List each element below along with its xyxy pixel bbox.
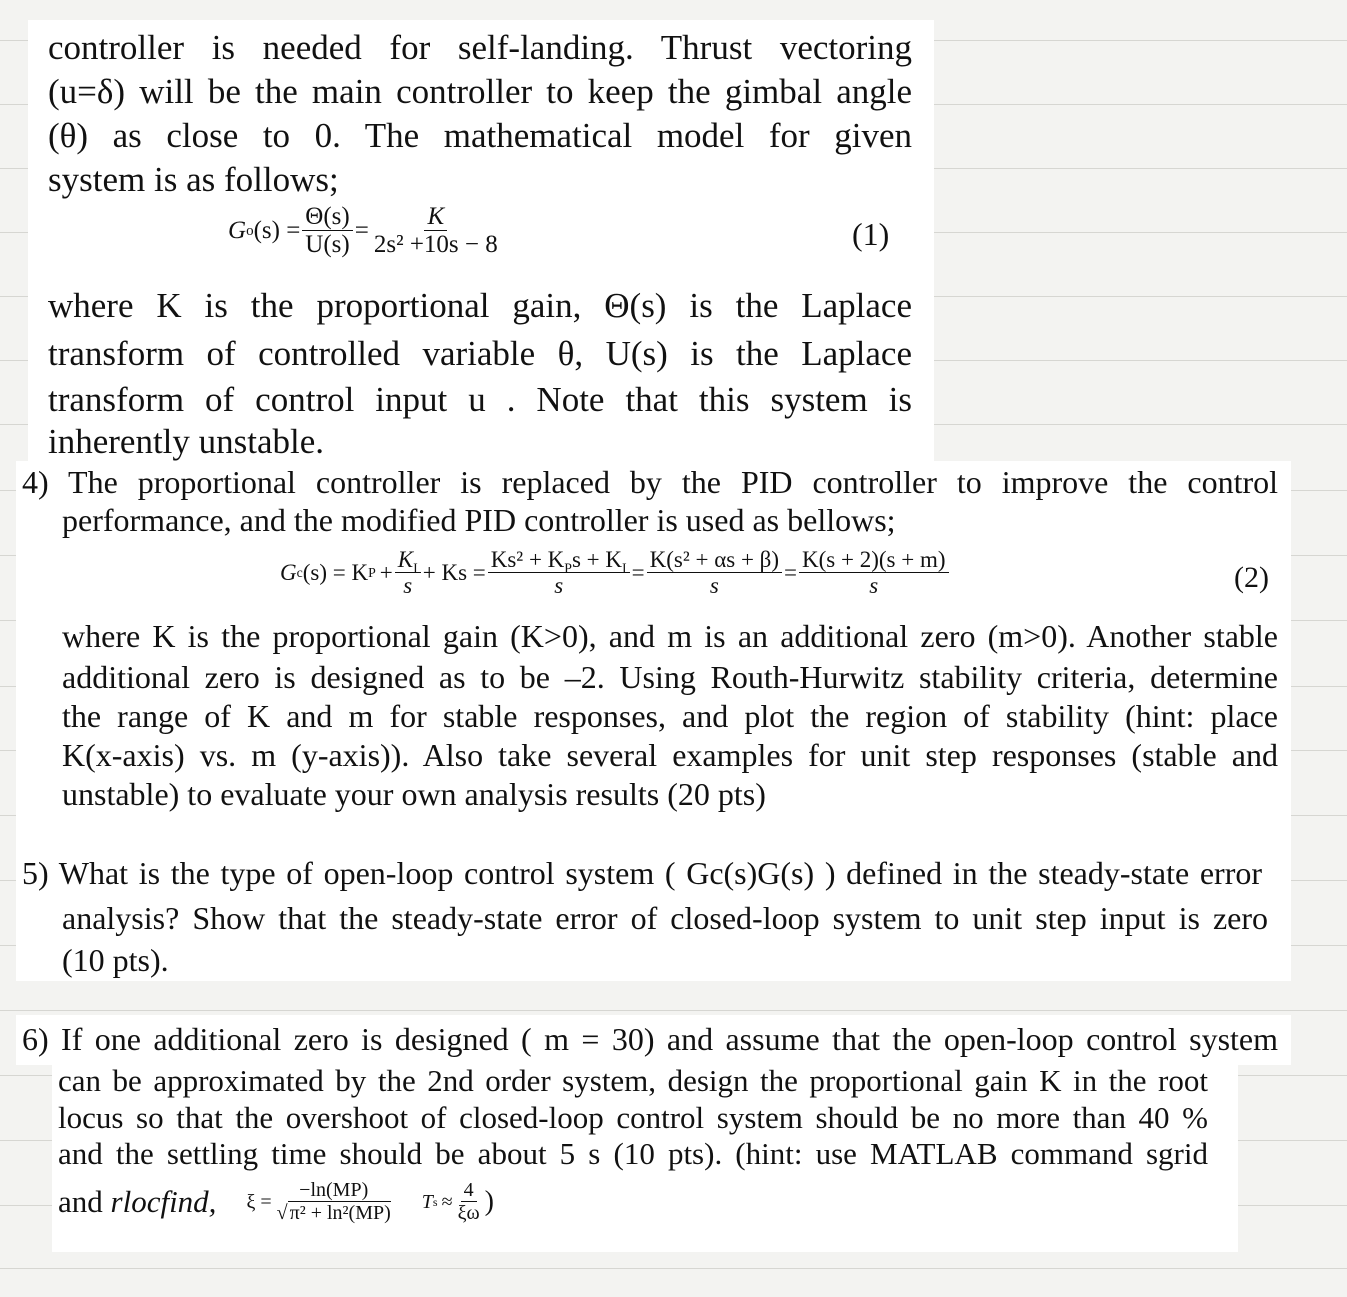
q5-line: analysis? Show that the steady-state error of closed-loop system to unit step input is zero [62,900,1268,936]
q6-line: 6) If one additional zero is designed ( m = 30) and assume that the open-loop control system [22,1021,1278,1057]
background-rule [0,1010,1347,1011]
q6-line: can be approximated by the 2nd order system, design the proportional gain K in the root [58,1063,1208,1098]
close-paren: ) [484,1186,494,1217]
eq2-fraction-2 [488,548,630,598]
q4-where-line: additional zero is designed as to be –2. Using Routh-Hurwitz stability criteria, determine [62,659,1278,695]
eq1-fraction-1 [302,204,352,259]
eq1-lhs-arg: (s) = [253,217,301,245]
eq2-part1: (s) = K [302,560,369,586]
q4-line: performance, and the modified PID controller is used as bellows; [62,502,896,538]
ts-lhs: T [421,1190,433,1213]
equation-1-number: (1) [852,216,890,252]
eq2-fraction-4 [799,548,948,598]
ts-fraction [455,1180,483,1224]
eq2-frac2-denominator: s [554,573,564,599]
eq2-frac2-num-sub: P [564,560,572,576]
q6-line: locus so that the overshoot of closed-loop control system should be no more than 40 % [58,1100,1208,1135]
eq1-denominator-2: 2s² +10s − 8 [373,231,498,259]
eq2-plus: + [379,560,393,586]
where-line: where K is the proportional gain, Θ(s) is the Laplace [48,286,912,325]
where-line: transform of controlled variable θ, U(s) is the Laplace [48,334,912,373]
xi-fraction [274,1180,394,1224]
q6-and-text: and [58,1184,103,1219]
sqrt-sign: √ [276,1202,288,1224]
q4-where-line: where K is the proportional gain (K>0), and m is an additional zero (m>0). Another stable [62,618,1278,654]
intro-line: (u=δ) will be the main controller to keep the gimbal angle [48,72,912,111]
equation-1: G o (s) = $\frac{\Theta(s)}{U(s)}$ = $\frac{K}{\text{2s² +10s − 8}}$ [228,204,503,259]
q4-where-line: the range of K and m for stable responses, and plot the region of stability (hint: place [62,698,1278,734]
xi-lhs: ξ = [246,1190,272,1213]
eq2-frac2-num-text: Ks² + K [490,547,565,572]
ts-denominator: ξω [457,1202,480,1224]
ts-numerator: 4 [461,1180,477,1202]
eq2-frac2-numerator [488,547,630,576]
background-rule [0,1268,1347,1269]
intro-line: (θ) as close to 0. The mathematical model for given [48,116,912,155]
q6-hint-formulas [58,1180,494,1224]
intro-line: system is as follows; [48,160,339,199]
eq2-lhs: G [280,560,297,586]
eq2-frac3-denominator: s [709,573,719,599]
eq2-frac1-denominator: s [403,573,413,599]
settling-formula: T s ≈ $\frac{4}{\xi\omega}$ ) [421,1179,494,1224]
eq1-denominator-1: U(s) [305,231,350,259]
eq1-equals: = [354,217,369,245]
equation-2-number: (2) [1234,561,1269,594]
eq2-frac2-num-tail: s + K [571,547,623,572]
q5-line: 5) What is the type of open-loop control system ( Gc(s)G(s) ) defined in the steady-state error [22,855,1262,891]
eq2-frac4-numerator: K(s + 2)(s + m) [799,548,948,573]
intro-line: controller is needed for self-landing. Thrust vectoring [48,28,912,67]
xi-denominator-radicand: π² + ln²(MP) [289,1202,391,1224]
eq2-frac3-numerator: K(s² + αs + β) [647,548,782,573]
ts-approx: ≈ [441,1190,453,1213]
eq2-equals-2: = [784,560,798,586]
q6-line: and the settling time should be about 5 s (10 pts). (hint: use MATLAB command sgrid [58,1136,1208,1171]
eq1-lhs: G [228,217,247,245]
eq2-equals-1: = [631,560,645,586]
eq2-fraction-3 [647,548,782,598]
eq2-frac1-num-text: K [397,547,414,572]
where-line: inherently unstable. [48,422,325,461]
equation-2: G c (s) = K P + $\frac{K_I}{s}$ + Ks = $\frac{Ks^2 + K_Ps + K_I}{s}$ = $\frac{\text{K(s² + αs + β)}}{s}$ = $\frac{K(s + 2)(s + m)}{s}$ [280,548,951,598]
eq2-part2: + Ks = [422,560,486,586]
eq1-fraction-2 [371,204,501,259]
q4-where-line: K(x-axis) vs. m (y-axis)). Also take several examples for unit step responses (stable and [62,737,1278,773]
eq2-fraction-1 [395,548,421,598]
eq2-frac4-denominator: s [869,573,879,599]
q4-line: 4) The proportional controller is replaced by the PID controller to improve the control [22,464,1278,500]
xi-denominator [274,1202,394,1224]
q5-line: (10 pts). [62,942,169,978]
q4-where-line: unstable) to evaluate your own analysis results (20 pts) [62,776,766,812]
eq2-frac2-num-sub2: I [622,560,627,576]
where-line: transform of control input u . Note that this system is [48,380,912,419]
eq2-frac1-num-sub: I [413,560,418,576]
damping-formula [246,1180,395,1224]
eq2-frac1-numerator [395,547,421,576]
xi-numerator: −ln(MP) [296,1180,371,1202]
q6-rlocfind-text: rlocfind, [110,1184,217,1219]
eq1-numerator-2: K [424,204,447,231]
eq1-numerator-1: Θ(s) [302,204,352,231]
